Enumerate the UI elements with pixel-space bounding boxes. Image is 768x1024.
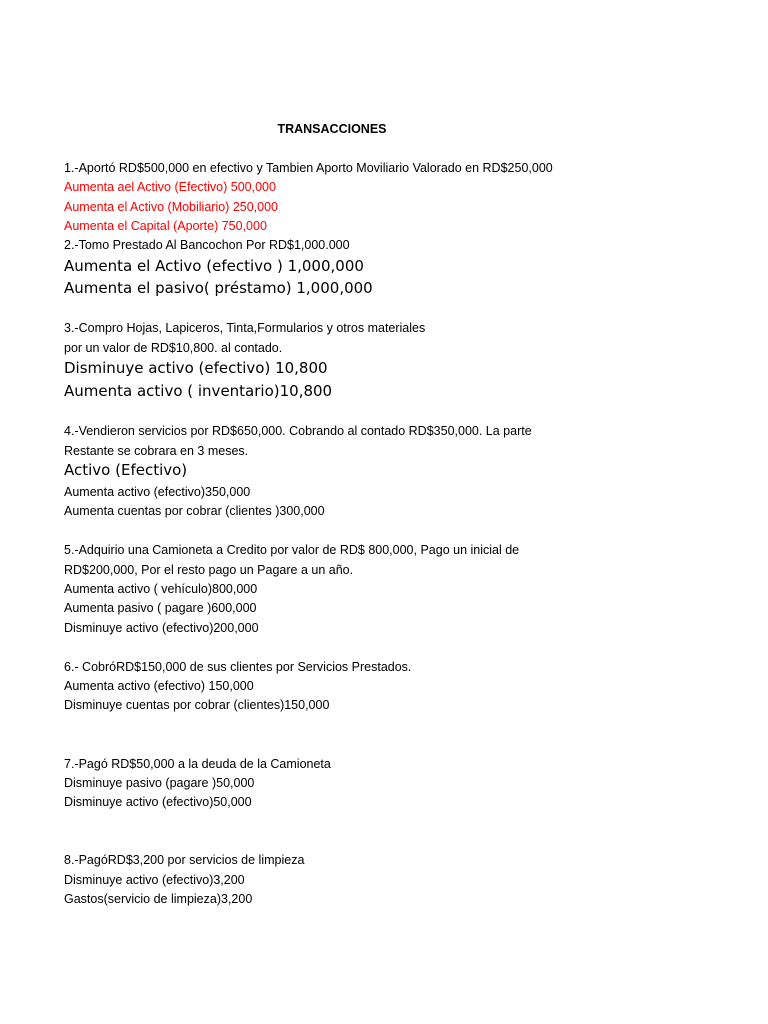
transaction-7-entry-2: Disminuye activo (efectivo)50,000 [64,795,252,809]
transaction-1-entry-3: Aumenta el Capital (Aporte) 750,000 [64,219,267,233]
transaction-7-entry-1: Disminuye pasivo (pagare )50,000 [64,776,255,790]
transaction-2-entry-2: Aumenta el pasivo( préstamo) 1,000,000 [64,279,373,297]
transaction-8-entry-1: Disminuye activo (efectivo)3,200 [64,873,245,887]
transaction-5-entry-2: Aumenta pasivo ( pagare )600,000 [64,601,257,615]
transaction-8-description: 8.-PagóRD$3,200 por servicios de limpieza [64,853,305,867]
document-title: TRANSACCIONES [277,122,387,136]
transaction-3-description-line-2: por un valor de RD$10,800. al contado. [64,341,283,355]
transaction-1-description: 1.-Aportó RD$500,000 en efectivo y Tambien Aporto Moviliario Valorado en RD$250,000 [64,161,553,175]
transaction-2-description: 2.-Tomo Prestado Al Bancochon Por RD$1,000.000 [64,238,350,252]
transaction-6-description: 6.- CobróRD$150,000 de sus clientes por Servicios Prestados. [64,660,412,674]
transaction-5-description-line-1: 5.-Adquirio una Camioneta a Credito por valor de RD$ 800,000, Pago un inicial de [64,543,520,557]
transaction-6-entry-2: Disminuye cuentas por cobrar (clientes)150,000 [64,698,330,712]
transaction-5-entry-3: Disminuye activo (efectivo)200,000 [64,621,259,635]
transaction-7-description: 7.-Pagó RD$50,000 a la deuda de la Camioneta [64,757,331,771]
transaction-4-heading: Activo (Efectivo) [64,461,188,479]
transaction-4-description-line-2: Restante se cobrara en 3 meses. [64,444,249,458]
transaction-4-entry-2: Aumenta cuentas por cobrar (clientes )300,000 [64,504,325,518]
transaction-3-description-line-1: 3.-Compro Hojas, Lapiceros, Tinta,Formularios y otros materiales [64,321,426,335]
transaction-3-entry-1: Disminuye activo (efectivo) 10,800 [64,359,328,377]
transaction-4-description-line-1: 4.-Vendieron servicios por RD$650,000. Cobrando al contado RD$350,000. La parte [64,424,532,438]
transaction-3-entry-2: Aumenta activo ( inventario)10,800 [64,382,333,400]
transaction-1-entry-2: Aumenta el Activo (Mobiliario) 250,000 [64,200,279,214]
transaction-5-description-line-2: RD$200,000, Por el resto pago un Pagare a un año. [64,563,354,577]
transaction-8-entry-2: Gastos(servicio de limpieza)3,200 [64,892,253,906]
transaction-2-entry-1: Aumenta el Activo (efectivo ) 1,000,000 [64,257,364,275]
transaction-4-entry-1: Aumenta activo (efectivo)350,000 [64,485,251,499]
transaction-5-entry-1: Aumenta activo ( vehículo)800,000 [64,582,258,596]
transaction-6-entry-1: Aumenta activo (efectivo) 150,000 [64,679,254,693]
transaction-1-entry-1: Aumenta ael Activo (Efectivo) 500,000 [64,180,276,194]
